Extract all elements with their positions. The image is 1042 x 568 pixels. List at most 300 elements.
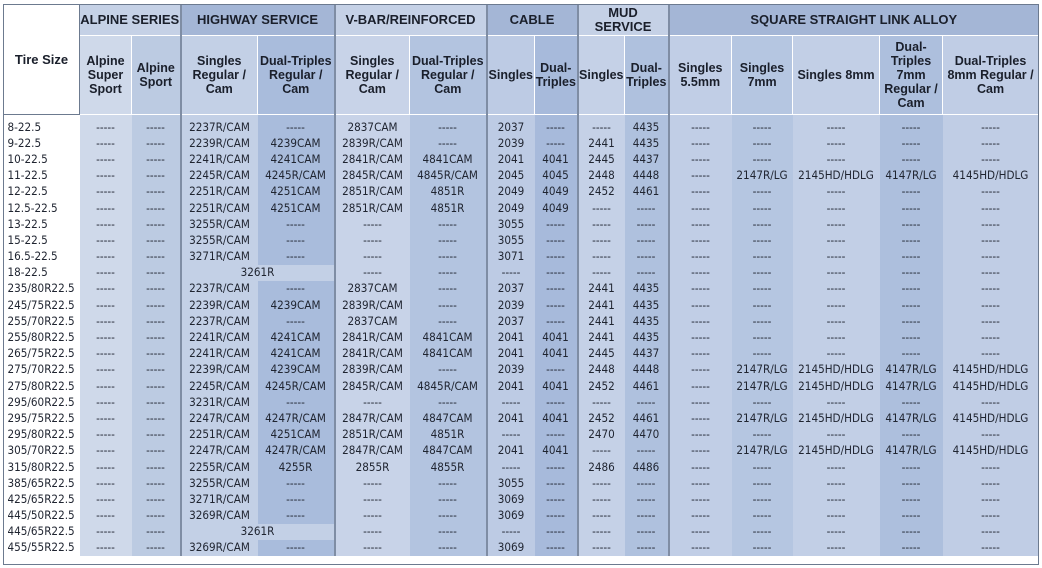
table-cell: -----: [943, 135, 1039, 151]
table-cell: -----: [80, 265, 132, 281]
table-row: [4, 313, 1039, 329]
table-row: [4, 281, 1039, 297]
table-cell: -----: [535, 459, 578, 475]
table-cell: -----: [410, 232, 487, 248]
table-cell: -----: [669, 184, 732, 200]
table-cell: -----: [80, 232, 132, 248]
table-cell: -----: [732, 427, 793, 443]
tire-size-cell: 295/80R22.5: [4, 427, 80, 443]
table-cell: -----: [732, 151, 793, 167]
table-cell: -----: [578, 232, 625, 248]
table-cell: 2251R/CAM: [181, 427, 258, 443]
table-cell: -----: [793, 475, 880, 491]
table-cell: 2839R/CAM: [335, 135, 410, 151]
table-cell: -----: [487, 524, 535, 540]
table-cell: -----: [943, 427, 1039, 443]
table-cell: -----: [880, 119, 943, 135]
table-cell: 4147R/LG: [880, 443, 943, 459]
table-cell: -----: [880, 475, 943, 491]
col-square-singles-7mm: Singles 7mm: [732, 36, 793, 115]
col-alpine-sport: Alpine Sport: [132, 36, 181, 115]
table-cell: -----: [669, 459, 732, 475]
table-cell: -----: [80, 508, 132, 524]
table-cell: -----: [669, 410, 732, 426]
table-cell: -----: [669, 200, 732, 216]
table-cell: -----: [535, 540, 578, 556]
table-cell: -----: [578, 443, 625, 459]
table-row: [4, 378, 1039, 394]
table-cell: -----: [258, 475, 335, 491]
col-vbar-singles: Singles Regular / Cam: [335, 36, 410, 115]
table-cell: 3069: [487, 491, 535, 507]
tire-size-header: Tire Size: [4, 5, 80, 115]
col-cable-dual-triples: Dual-Triples: [535, 36, 578, 115]
table-cell: -----: [625, 394, 669, 410]
table-cell: -----: [732, 119, 793, 135]
table-cell: 2147R/LG: [732, 378, 793, 394]
table-cell: -----: [80, 135, 132, 151]
table-cell: -----: [880, 508, 943, 524]
table-cell: -----: [625, 265, 669, 281]
tire-size-cell: 295/75R22.5: [4, 410, 80, 426]
table-cell: 2448: [578, 362, 625, 378]
table-cell: 2837CAM: [335, 313, 410, 329]
table-cell: -----: [669, 329, 732, 345]
table-cell: -----: [793, 265, 880, 281]
table-cell: -----: [732, 508, 793, 524]
table-cell: -----: [335, 232, 410, 248]
table-cell: 2147R/LG: [732, 410, 793, 426]
table-row: [4, 135, 1039, 151]
table-cell: -----: [410, 491, 487, 507]
table-row: [4, 459, 1039, 475]
table-cell: -----: [793, 508, 880, 524]
table-cell: -----: [793, 216, 880, 232]
table-cell: 4145HD/HDLG: [943, 410, 1039, 426]
tire-size-cell: 13-22.5: [4, 216, 80, 232]
table-cell: -----: [669, 475, 732, 491]
table-cell: -----: [669, 297, 732, 313]
col-alpine-super-sport: Alpine Super Sport: [80, 36, 132, 115]
table-cell: -----: [625, 475, 669, 491]
table-cell: -----: [880, 394, 943, 410]
table-cell: -----: [335, 249, 410, 265]
table-cell: -----: [880, 135, 943, 151]
table-cell: -----: [793, 524, 880, 540]
table-cell: 2237R/CAM: [181, 313, 258, 329]
tire-size-cell: 11-22.5: [4, 168, 80, 184]
table-cell: -----: [80, 524, 132, 540]
table-cell: -----: [732, 540, 793, 556]
tire-size-cell: 315/80R22.5: [4, 459, 80, 475]
table-cell: -----: [669, 216, 732, 232]
table-cell: 2452: [578, 378, 625, 394]
table-cell: 2841R/CAM: [335, 151, 410, 167]
table-cell: 3271R/CAM: [181, 249, 258, 265]
table-cell: -----: [80, 394, 132, 410]
table-cell: 2837CAM: [335, 281, 410, 297]
table-cell: -----: [258, 216, 335, 232]
table-cell: -----: [535, 135, 578, 151]
table-cell: -----: [132, 281, 181, 297]
table-cell: -----: [335, 475, 410, 491]
table-cell: -----: [578, 200, 625, 216]
tire-size-cell: 235/80R22.5: [4, 281, 80, 297]
tire-size-cell: 295/60R22.5: [4, 394, 80, 410]
tire-size-cell: 445/50R22.5: [4, 508, 80, 524]
table-cell: -----: [793, 491, 880, 507]
table-cell: -----: [535, 475, 578, 491]
table-cell: -----: [793, 200, 880, 216]
table-cell: 2145HD/HDLG: [793, 443, 880, 459]
table-cell: 3271R/CAM: [181, 491, 258, 507]
table-cell: 4239CAM: [258, 362, 335, 378]
table-cell: -----: [793, 459, 880, 475]
table-cell: 4845R/CAM: [410, 168, 487, 184]
table-cell: 4435: [625, 329, 669, 345]
table-cell: -----: [132, 216, 181, 232]
table-cell: 2841R/CAM: [335, 329, 410, 345]
table-cell: -----: [669, 427, 732, 443]
table-cell: 4041: [535, 410, 578, 426]
table-cell: -----: [80, 346, 132, 362]
table-cell: -----: [793, 119, 880, 135]
table-cell: 4255R: [258, 459, 335, 475]
table-cell: -----: [793, 135, 880, 151]
table-cell: -----: [80, 540, 132, 556]
col-cable-singles: Singles: [487, 36, 535, 115]
col-square-dual-triples-8mm: Dual-Triples 8mm Regular / Cam: [943, 36, 1039, 115]
table-cell: 4147R/LG: [880, 362, 943, 378]
table-cell: -----: [880, 540, 943, 556]
table-cell: -----: [410, 119, 487, 135]
table-cell: 2039: [487, 362, 535, 378]
table-cell: -----: [793, 297, 880, 313]
table-cell: 4049: [535, 200, 578, 216]
table-cell: 2441: [578, 297, 625, 313]
table-cell: -----: [880, 216, 943, 232]
col-mud-dual-triples: Dual-Triples: [625, 36, 669, 115]
table-cell: -----: [880, 313, 943, 329]
table-cell: -----: [410, 313, 487, 329]
table-cell: -----: [732, 249, 793, 265]
table-cell: -----: [132, 200, 181, 216]
table-cell: -----: [132, 475, 181, 491]
table-cell: 3261R: [181, 524, 335, 540]
table-cell: -----: [880, 524, 943, 540]
table-cell: -----: [132, 329, 181, 345]
table-cell: -----: [669, 168, 732, 184]
table-cell: 2851R/CAM: [335, 200, 410, 216]
table-cell: -----: [669, 491, 732, 507]
table-cell: 2851R/CAM: [335, 427, 410, 443]
table-cell: 2037: [487, 313, 535, 329]
table-cell: 4437: [625, 346, 669, 362]
table-cell: -----: [625, 216, 669, 232]
table-cell: -----: [793, 281, 880, 297]
tire-size-cell: 16.5-22.5: [4, 249, 80, 265]
table-cell: -----: [80, 475, 132, 491]
table-cell: -----: [258, 313, 335, 329]
table-cell: -----: [80, 184, 132, 200]
table-cell: 3069: [487, 508, 535, 524]
tire-size-cell: 12.5-22.5: [4, 200, 80, 216]
table-cell: -----: [80, 410, 132, 426]
table-cell: -----: [732, 135, 793, 151]
group-highway-service: HIGHWAY SERVICE: [181, 5, 335, 36]
table-cell: 2847R/CAM: [335, 443, 410, 459]
table-cell: 2039: [487, 297, 535, 313]
table-cell: -----: [669, 281, 732, 297]
table-row: [4, 410, 1039, 426]
table-cell: -----: [732, 491, 793, 507]
table-cell: -----: [880, 459, 943, 475]
table-cell: 2041: [487, 378, 535, 394]
table-cell: 2237R/CAM: [181, 119, 258, 135]
table-cell: 4041: [535, 346, 578, 362]
table-cell: -----: [335, 491, 410, 507]
table-cell: -----: [535, 313, 578, 329]
table-cell: -----: [132, 135, 181, 151]
group-mud-service: MUD SERVICE: [578, 5, 669, 36]
table-cell: -----: [669, 524, 732, 540]
table-cell: -----: [410, 216, 487, 232]
table-cell: -----: [669, 378, 732, 394]
table-cell: -----: [410, 508, 487, 524]
table-cell: 2251R/CAM: [181, 184, 258, 200]
table-cell: -----: [669, 540, 732, 556]
table-cell: -----: [732, 281, 793, 297]
table-cell: -----: [943, 394, 1039, 410]
table-cell: -----: [487, 459, 535, 475]
table-row: [4, 427, 1039, 443]
tire-size-cell: 385/65R22.5: [4, 475, 80, 491]
tire-size-cell: 275/70R22.5: [4, 362, 80, 378]
table-cell: -----: [535, 281, 578, 297]
tire-size-cell: 445/65R22.5: [4, 524, 80, 540]
table-row: [4, 329, 1039, 345]
table-cell: 4049: [535, 184, 578, 200]
table-cell: 4841CAM: [410, 151, 487, 167]
table-cell: 2147R/LG: [732, 443, 793, 459]
table-cell: 4461: [625, 410, 669, 426]
table-cell: 2470: [578, 427, 625, 443]
table-cell: -----: [793, 232, 880, 248]
table-cell: 4251CAM: [258, 184, 335, 200]
table-cell: 4845R/CAM: [410, 378, 487, 394]
table-cell: 3261R: [181, 265, 335, 281]
table-cell: 4041: [535, 443, 578, 459]
table-cell: -----: [535, 508, 578, 524]
table-cell: -----: [578, 265, 625, 281]
table-cell: 4855R: [410, 459, 487, 475]
table-cell: -----: [732, 313, 793, 329]
table-cell: 3255R/CAM: [181, 232, 258, 248]
col-square-singles-8mm: Singles 8mm: [793, 36, 880, 115]
table-cell: 2245R/CAM: [181, 168, 258, 184]
table-cell: -----: [625, 232, 669, 248]
table-cell: 4448: [625, 168, 669, 184]
table-cell: -----: [80, 200, 132, 216]
table-cell: -----: [943, 475, 1039, 491]
table-cell: -----: [669, 346, 732, 362]
table-cell: 2855R: [335, 459, 410, 475]
table-cell: 2441: [578, 135, 625, 151]
table-cell: 2452: [578, 184, 625, 200]
table-cell: 4241CAM: [258, 346, 335, 362]
table-cell: -----: [80, 119, 132, 135]
table-cell: -----: [943, 329, 1039, 345]
col-square-singles-5-5mm: Singles 5.5mm: [669, 36, 732, 115]
table-cell: -----: [258, 394, 335, 410]
table-cell: -----: [335, 394, 410, 410]
table-cell: 4147R/LG: [880, 378, 943, 394]
table-cell: -----: [732, 524, 793, 540]
table-cell: 2239R/CAM: [181, 362, 258, 378]
table-cell: 2847R/CAM: [335, 410, 410, 426]
table-cell: -----: [410, 265, 487, 281]
tire-size-cell: 425/65R22.5: [4, 491, 80, 507]
table-cell: 4841CAM: [410, 346, 487, 362]
tire-size-cell: 255/70R22.5: [4, 313, 80, 329]
table-cell: -----: [578, 508, 625, 524]
table-row: [4, 232, 1039, 248]
table-cell: -----: [943, 508, 1039, 524]
table-cell: 4241CAM: [258, 329, 335, 345]
table-cell: -----: [132, 151, 181, 167]
table-row: [4, 524, 1039, 540]
group-v-bar-reinforced: V-BAR/REINFORCED: [335, 5, 487, 36]
table-cell: 2041: [487, 443, 535, 459]
table-cell: 4448: [625, 362, 669, 378]
table-cell: 2841R/CAM: [335, 346, 410, 362]
table-row: [4, 297, 1039, 313]
table-cell: -----: [880, 151, 943, 167]
table-cell: -----: [732, 329, 793, 345]
table-row: [4, 443, 1039, 459]
table-cell: -----: [487, 427, 535, 443]
table-cell: -----: [132, 443, 181, 459]
table-cell: -----: [880, 232, 943, 248]
table-cell: 4045: [535, 168, 578, 184]
table-cell: 4145HD/HDLG: [943, 362, 1039, 378]
table-cell: -----: [943, 540, 1039, 556]
table-cell: -----: [258, 232, 335, 248]
table-cell: 2039: [487, 135, 535, 151]
table-cell: -----: [535, 491, 578, 507]
table-cell: 2241R/CAM: [181, 346, 258, 362]
table-cell: 4245R/CAM: [258, 378, 335, 394]
table-cell: 4435: [625, 135, 669, 151]
table-cell: -----: [258, 508, 335, 524]
table-cell: -----: [732, 216, 793, 232]
group-alpine-series: ALPINE SERIES: [80, 5, 181, 36]
table-cell: 3269R/CAM: [181, 508, 258, 524]
table-cell: -----: [732, 459, 793, 475]
table-cell: 2145HD/HDLG: [793, 362, 880, 378]
table-cell: -----: [943, 313, 1039, 329]
table-cell: -----: [132, 427, 181, 443]
table-cell: 2255R/CAM: [181, 459, 258, 475]
table-cell: -----: [793, 151, 880, 167]
table-cell: 4247R/CAM: [258, 443, 335, 459]
table-row: [4, 200, 1039, 216]
table-cell: 4437: [625, 151, 669, 167]
table-cell: -----: [487, 265, 535, 281]
table-cell: -----: [132, 297, 181, 313]
sub-header-row: [4, 36, 1039, 115]
table-cell: -----: [793, 427, 880, 443]
table-cell: -----: [943, 459, 1039, 475]
table-cell: 2245R/CAM: [181, 378, 258, 394]
table-cell: 3071: [487, 249, 535, 265]
table-cell: -----: [880, 249, 943, 265]
table-cell: 4239CAM: [258, 297, 335, 313]
table-cell: -----: [625, 491, 669, 507]
table-cell: 4041: [535, 378, 578, 394]
table-cell: -----: [80, 362, 132, 378]
table-cell: 2041: [487, 151, 535, 167]
table-cell: -----: [793, 394, 880, 410]
table-cell: 2241R/CAM: [181, 151, 258, 167]
table-cell: -----: [132, 378, 181, 394]
table-cell: -----: [258, 491, 335, 507]
table-cell: 4851R: [410, 427, 487, 443]
table-cell: -----: [669, 232, 732, 248]
table-cell: 3231R/CAM: [181, 394, 258, 410]
table-cell: -----: [132, 491, 181, 507]
table-cell: -----: [943, 232, 1039, 248]
table-cell: -----: [80, 329, 132, 345]
table-cell: -----: [335, 508, 410, 524]
table-cell: 2145HD/HDLG: [793, 378, 880, 394]
table-cell: 4435: [625, 297, 669, 313]
table-cell: 2845R/CAM: [335, 378, 410, 394]
table-cell: -----: [80, 313, 132, 329]
table-cell: 2239R/CAM: [181, 135, 258, 151]
table-cell: -----: [132, 524, 181, 540]
table-row: [4, 540, 1039, 556]
table-cell: -----: [732, 346, 793, 362]
table-cell: -----: [943, 200, 1039, 216]
table-cell: -----: [943, 216, 1039, 232]
col-vbar-dual-triples: Dual-Triples Regular / Cam: [410, 36, 487, 115]
table-cell: 2441: [578, 313, 625, 329]
table-cell: -----: [669, 394, 732, 410]
table-cell: -----: [132, 168, 181, 184]
table-cell: 3055: [487, 475, 535, 491]
table-cell: 4241CAM: [258, 151, 335, 167]
table-cell: -----: [732, 265, 793, 281]
table-cell: 4041: [535, 151, 578, 167]
col-highway-singles: Singles Regular / Cam: [181, 36, 258, 115]
tire-size-cell: 455/55R22.5: [4, 540, 80, 556]
tire-size-cell: 275/80R22.5: [4, 378, 80, 394]
table-cell: 3255R/CAM: [181, 216, 258, 232]
table-cell: 2237R/CAM: [181, 281, 258, 297]
table-cell: -----: [943, 119, 1039, 135]
table-cell: -----: [578, 119, 625, 135]
table-cell: -----: [335, 265, 410, 281]
table-cell: -----: [880, 491, 943, 507]
tire-size-cell: 8-22.5: [4, 119, 80, 135]
table-cell: -----: [535, 249, 578, 265]
table-cell: 4851R: [410, 184, 487, 200]
table-cell: -----: [80, 151, 132, 167]
table-cell: -----: [258, 119, 335, 135]
table-cell: -----: [410, 475, 487, 491]
table-cell: 3255R/CAM: [181, 475, 258, 491]
